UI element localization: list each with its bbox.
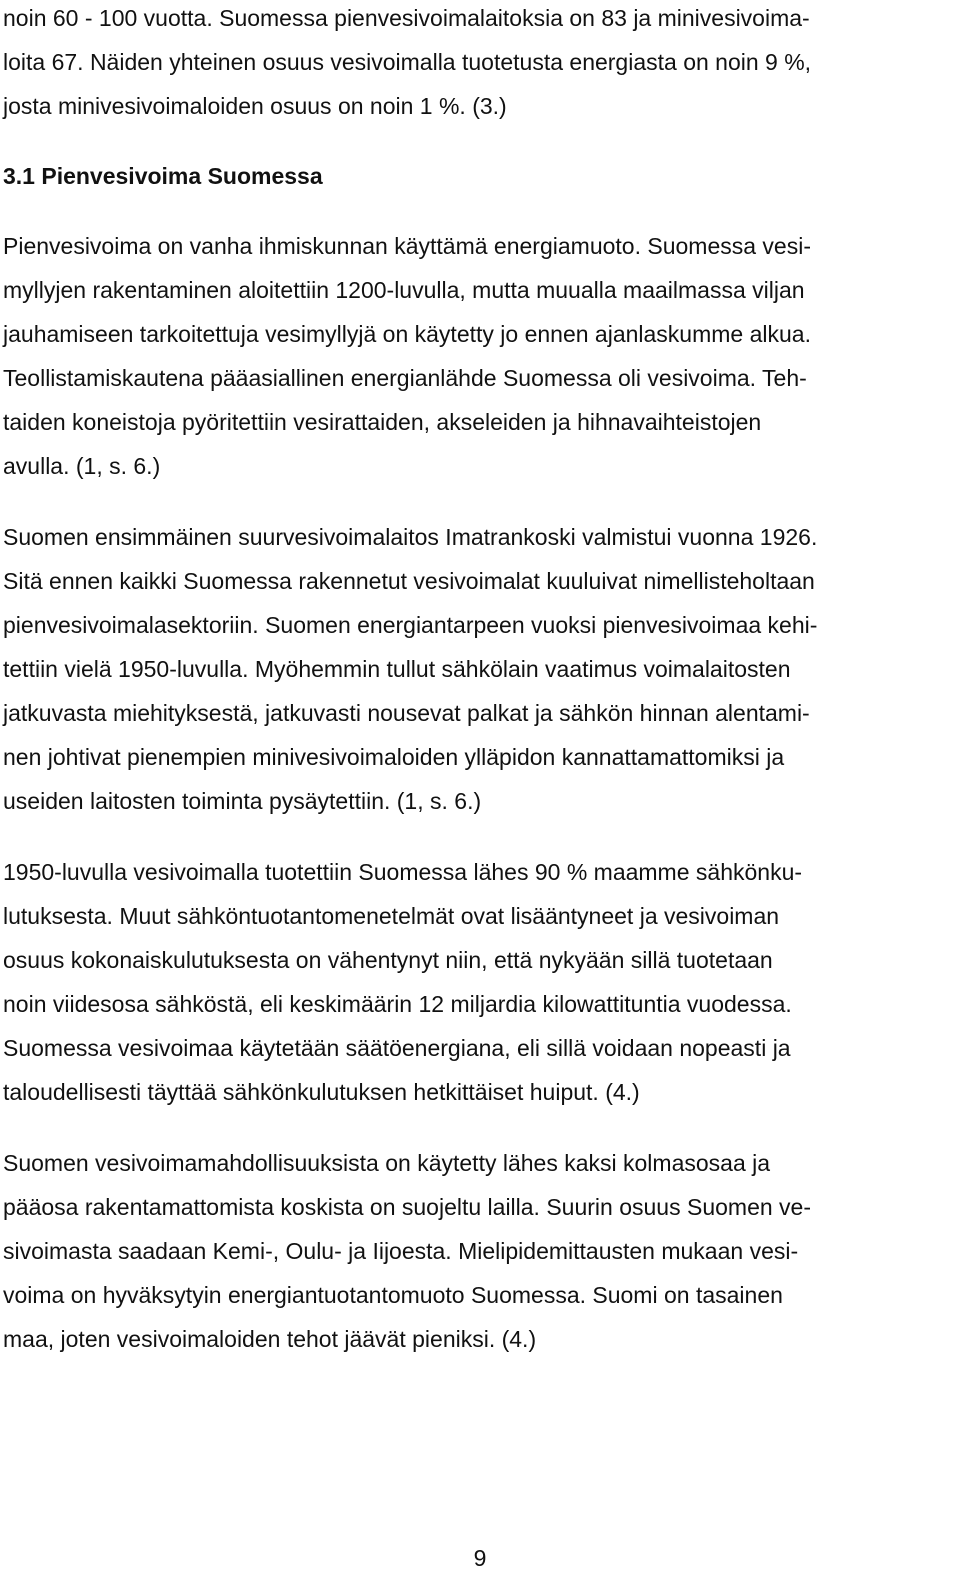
page-number: 9 [473,1545,487,1571]
text-line: Sitä ennen kaikki Suomessa rakennetut vesivoimalat kuuluivat nimellisteholtaan [3,568,815,594]
text-line: nen johtivat pienempien minivesivoimaloiden ylläpidon kannattamattomiksi ja [3,744,785,770]
text-line: pienvesivoimalasektoriin. Suomen energiantarpeen vuoksi pienvesivoimaa kehi- [3,612,818,638]
text-line: 1950-luvulla vesivoimalla tuotettiin Suomessa lähes 90 % maamme sähkönku- [3,859,803,885]
text-line: taiden koneistoja pyöritettiin vesirattaiden, akseleiden ja hihnavaihteistojen [3,409,762,435]
text-line: myllyjen rakentaminen aloitettiin 1200-luvulla, mutta muualla maailmassa viljan [3,277,805,303]
text-line: lutuksesta. Muut sähköntuotantomenetelmät ovat lisääntyneet ja vesivoiman [3,903,780,929]
text-line: taloudellisesti täyttää sähkönkulutuksen hetkittäiset huiput. (4.) [3,1079,640,1105]
text-line: voima on hyväksytyin energiantuotantomuoto Suomessa. Suomi on tasainen [3,1282,783,1308]
text-line: noin 60 - 100 vuotta. Suomessa pienvesivoimalaitoksia on 83 ja minivesivoima- [3,5,810,31]
text-line: Suomessa vesivoimaa käytetään säätöenergiana, eli sillä voidaan nopeasti ja [3,1035,791,1061]
text-line: Pienvesivoima on vanha ihmiskunnan käyttämä energiamuoto. Suomessa vesi- [3,233,811,259]
text-line: Suomen vesivoimamahdollisuuksista on käytetty lähes kaksi kolmasosaa ja [3,1150,771,1176]
text-line: tettiin vielä 1950-luvulla. Myöhemmin tullut sähkölain vaatimus voimalaitosten [3,656,791,682]
text-line: sivoimasta saadaan Kemi-, Oulu- ja Iijoesta. Mielipidemittausten mukaan vesi- [3,1238,799,1264]
text-line: osuus kokonaiskulutuksesta on vähentynyt niin, että nykyään sillä tuotetaan [3,947,773,973]
section-heading: 3.1 Pienvesivoima Suomessa [3,163,323,189]
text-line: avulla. (1, s. 6.) [3,453,161,479]
text-line: jatkuvasta miehityksestä, jatkuvasti nousevat palkat ja sähkön hinnan alentami- [3,700,810,726]
text-line: josta minivesivoimaloiden osuus on noin 1 %. (3.) [3,93,507,119]
text-line: loita 67. Näiden yhteinen osuus vesivoimalla tuotetusta energiasta on noin 9 %, [3,49,812,75]
text-line: Teollistamiskautena pääasiallinen energianlähde Suomessa oli vesivoima. Teh- [3,365,807,391]
text-line: Suomen ensimmäinen suurvesivoimalaitos Imatrankoski valmistui vuonna 1926. [3,524,818,550]
text-line: maa, joten vesivoimaloiden tehot jäävät pieniksi. (4.) [3,1326,537,1352]
text-line: noin viidesosa sähköstä, eli keskimäärin 12 miljardia kilowattituntia vuodessa. [3,991,792,1017]
text-line: pääosa rakentamattomista koskista on suojeltu lailla. Suurin osuus Suomen ve- [3,1194,811,1220]
text-line: jauhamiseen tarkoitettuja vesimyllyjä on käytetty jo ennen ajanlaskumme alkua. [3,321,811,347]
text-line: useiden laitosten toiminta pysäytettiin. (1, s. 6.) [3,788,482,814]
